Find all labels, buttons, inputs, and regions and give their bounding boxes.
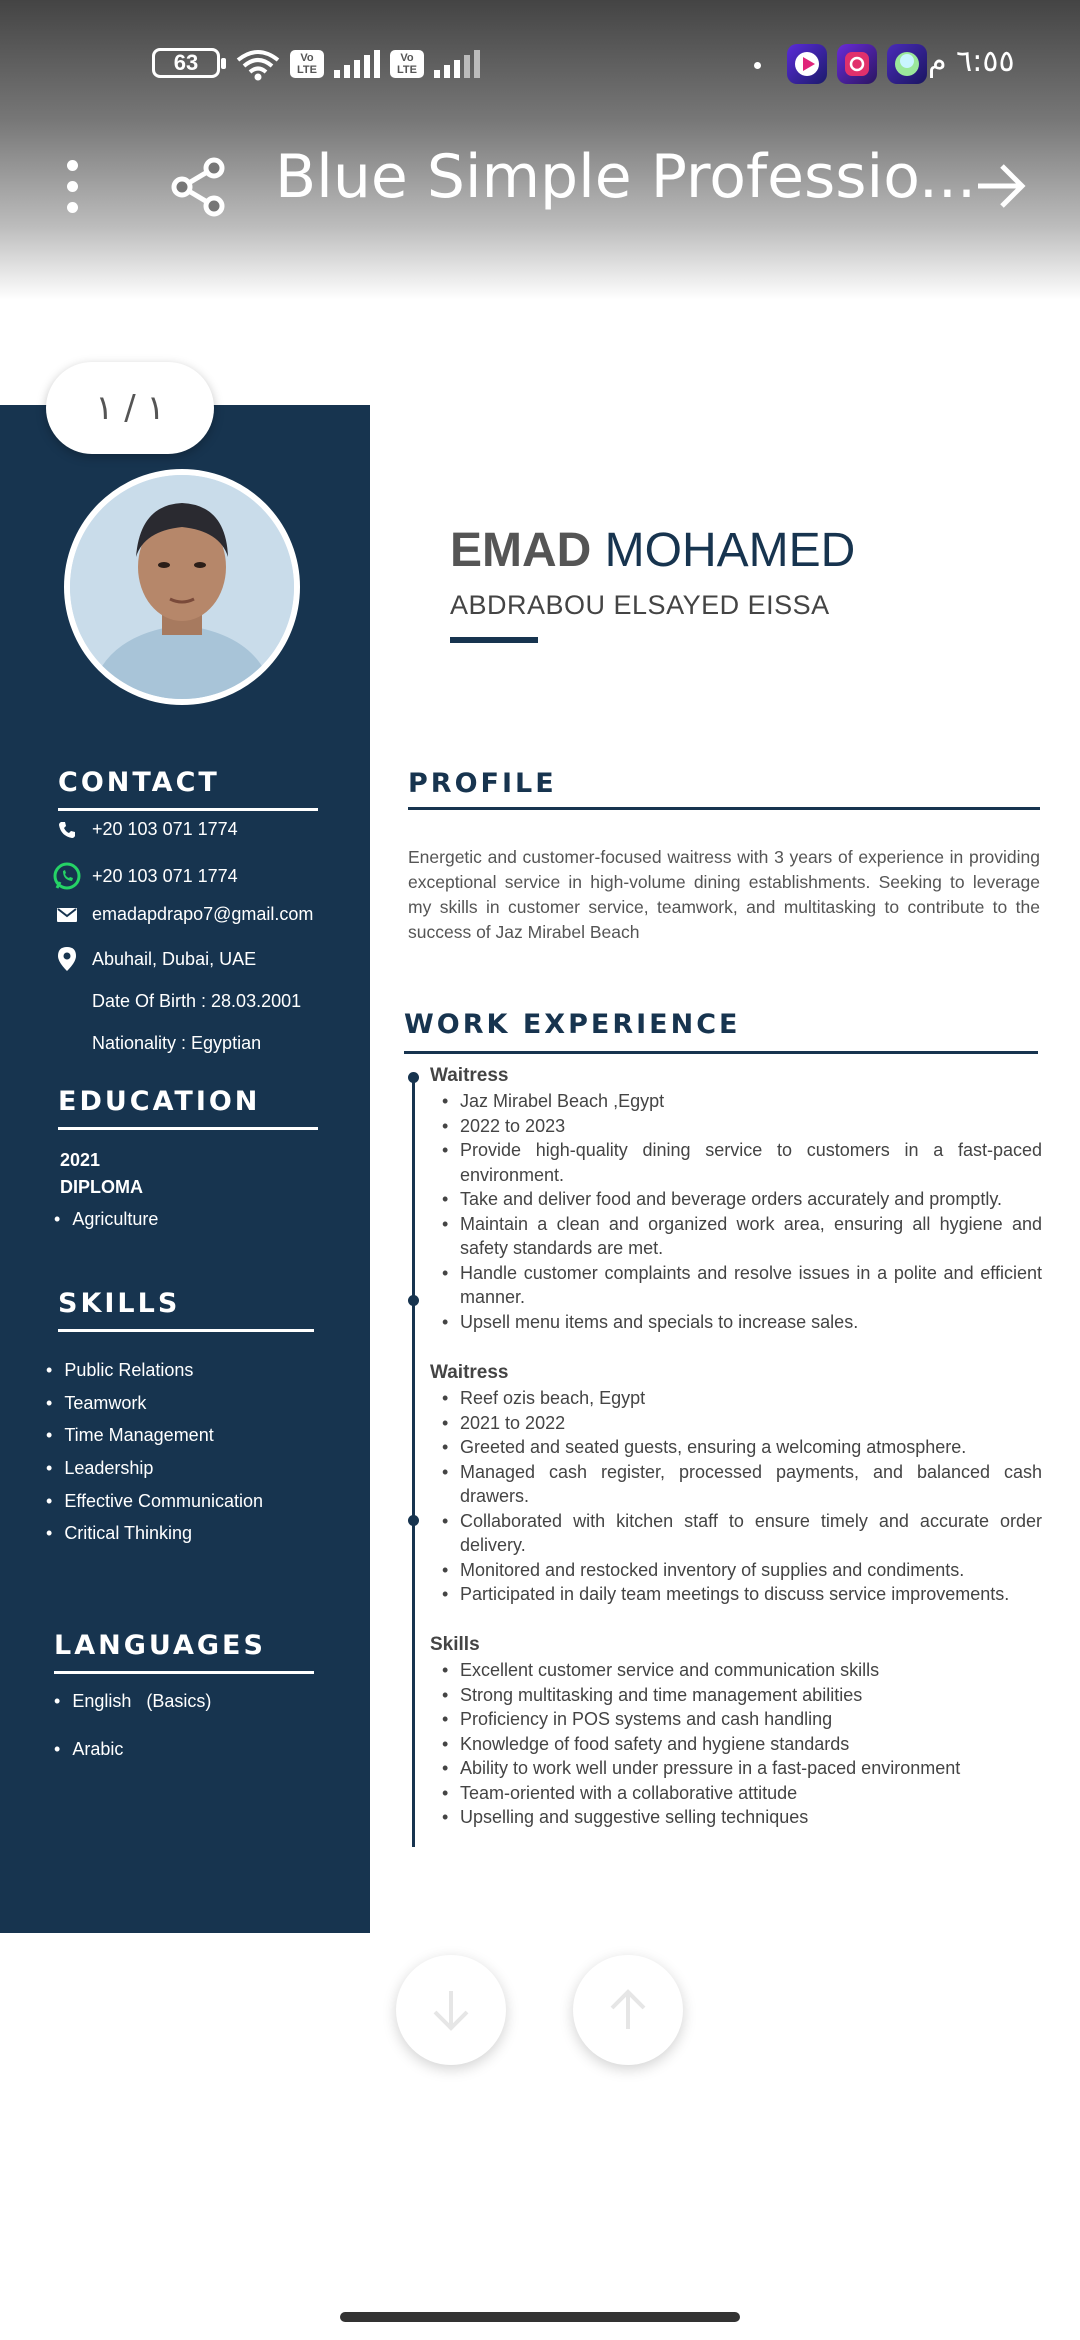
address: Abuhail, Dubai, UAE [92,948,257,969]
job-detail: • Strong multitasking and time management abilities [430,1683,1042,1708]
education-degree: DIPLOMA [60,1177,143,1197]
whatsapp-number: +20 103 071 1774 [92,865,238,886]
scroll-down-button[interactable] [396,1955,506,2065]
scroll-up-button[interactable] [573,1955,683,2065]
profile-photo [64,469,300,705]
job-detail: • Excellent customer service and communication skills [430,1658,1042,1683]
profile-heading: PROFILE [408,768,557,799]
job-detail: • Reef ozis beach, Egypt [430,1386,1042,1411]
job-detail: • Knowledge of food safety and hygiene standards [430,1732,1042,1757]
skills-heading: SKILLS [58,1288,181,1319]
phone-icon [52,821,82,839]
skill-item: • Effective Communication [46,1491,263,1512]
job-detail: • Monitored and restocked inventory of supplies and condiments. [430,1558,1042,1583]
title-bar [0,130,1080,240]
profile-text: Energetic and customer-focused waitress with 3 years of experience in providing exceptional service in high-volume dining establishments. Seeking to leverage my skills in customer service, teamwork, and multitasking to contribute to the success of Jaz Mirabel Beach [408,847,1040,942]
volte-icon: Vo LTE [290,50,324,78]
document-title: Blue Simple Professio... [275,142,977,212]
phone-number: +20 103 071 1774 [92,819,238,839]
timeline-dot [408,1515,419,1526]
job-entry [430,1634,1042,1830]
first-name: EMAD [450,524,592,577]
work-experience-heading: WORK EXPERIENCE [404,1009,741,1040]
job-detail: • 2022 to 2023 [430,1114,1042,1139]
job-detail: • Greeted and seated guests, ensuring a welcoming atmosphere. [430,1435,1042,1460]
job-detail: • Managed cash register, processed payments, and balanced cash drawers. [430,1460,1042,1509]
skill-item: • Critical Thinking [46,1523,192,1544]
job-entry [430,1362,1042,1607]
contact-heading: CONTACT [58,767,220,798]
arrow-up-icon [603,1985,653,2035]
education-field: • Agriculture [54,1209,158,1230]
contact-address [52,947,256,971]
contact-divider [58,808,318,811]
language-item: • English (Basics) [54,1691,211,1712]
signal-icon [334,50,380,78]
timeline-line [412,1075,415,1847]
battery-indicator: 63 [152,48,220,78]
education-divider [58,1127,318,1130]
more-options-icon[interactable] [62,160,82,214]
signal-icon-2 [434,50,480,78]
status-bar [0,44,1080,84]
contact-email [52,904,313,925]
job-detail: • 2021 to 2022 [430,1411,1042,1436]
timeline-dot [408,1072,419,1083]
globe-app-icon [887,44,927,84]
name-underline [450,637,538,643]
skill-item: • Time Management [46,1425,214,1446]
languages-heading: LANGUAGES [54,1630,266,1661]
wifi-icon [234,48,282,82]
education-year: 2021 [60,1150,101,1170]
job-detail: • Take and deliver food and beverage orders accurately and promptly. [430,1187,1042,1212]
page-indicator: ١ / ١ [46,362,214,454]
share-icon[interactable] [168,156,228,218]
job-detail: • Jaz Mirabel Beach ,Egypt [430,1089,1042,1114]
email-address: emadapdrapo7@gmail.com [92,904,314,924]
email-icon [52,908,82,922]
job-detail: • Collaborated with kitchen staff to ensure timely and accurate order delivery. [430,1509,1042,1558]
resume-name [450,523,855,578]
skill-item: • Public Relations [46,1360,193,1381]
clock: ٦:٥٥ م [928,44,1015,79]
job-detail: • Team-oriented with a collaborative attitude [430,1781,1042,1806]
job-detail: • Maintain a clean and organized work area, ensuring all hygiene and safety standards are met. [430,1212,1042,1261]
top-bar [0,0,1080,300]
date-of-birth: Date Of Birth : 28.03.2001 [92,991,302,1011]
resume-main [370,405,1080,1933]
skill-item: • Leadership [46,1458,153,1479]
nationality: Nationality : Egyptian [92,1033,262,1053]
skills-divider [58,1329,314,1332]
instagram-app-icon [837,44,877,84]
resume-subname: ABDRABOU ELSAYED EISSA [450,590,830,620]
language-item: • Arabic [54,1739,123,1760]
job-detail: • Proficiency in POS systems and cash handling [430,1707,1042,1732]
job-detail: • Provide high-quality dining service to customers in a fast-paced environment. [430,1138,1042,1187]
last-name: MOHAMED [604,524,856,577]
home-indicator[interactable] [340,2312,740,2322]
education-heading: EDUCATION [58,1086,261,1117]
job-detail: • Participated in daily team meetings to discuss service improvements. [430,1582,1042,1607]
job-title: Waitress [430,1362,509,1383]
resume-sidebar [0,405,370,1933]
contact-whatsapp [52,861,238,891]
forward-arrow-icon[interactable] [972,158,1032,214]
job-detail: • Ability to work well under pressure in a fast-paced environment [430,1756,1042,1781]
location-pin-icon [52,947,82,971]
languages-divider [54,1671,314,1674]
whatsapp-icon [52,861,82,891]
job-title: Skills [430,1634,480,1655]
profile-divider [408,807,1040,810]
volte-icon-2: Vo LTE [390,50,424,78]
notification-dot-icon [754,62,761,69]
job-detail: • Upsell menu items and specials to increase sales. [430,1310,1042,1335]
job-detail: • Handle customer complaints and resolve issues in a polite and efficient manner. [430,1261,1042,1310]
play-app-icon [787,44,827,84]
work-experience-divider [404,1051,1038,1054]
skill-item: • Teamwork [46,1393,146,1414]
job-detail: • Upselling and suggestive selling techniques [430,1805,1042,1830]
timeline-dot [408,1295,419,1306]
arrow-down-icon [426,1985,476,2035]
job-entry [430,1065,1042,1334]
resume-page [0,405,1080,1935]
job-title: Waitress [430,1065,509,1086]
contact-phone [52,819,238,840]
